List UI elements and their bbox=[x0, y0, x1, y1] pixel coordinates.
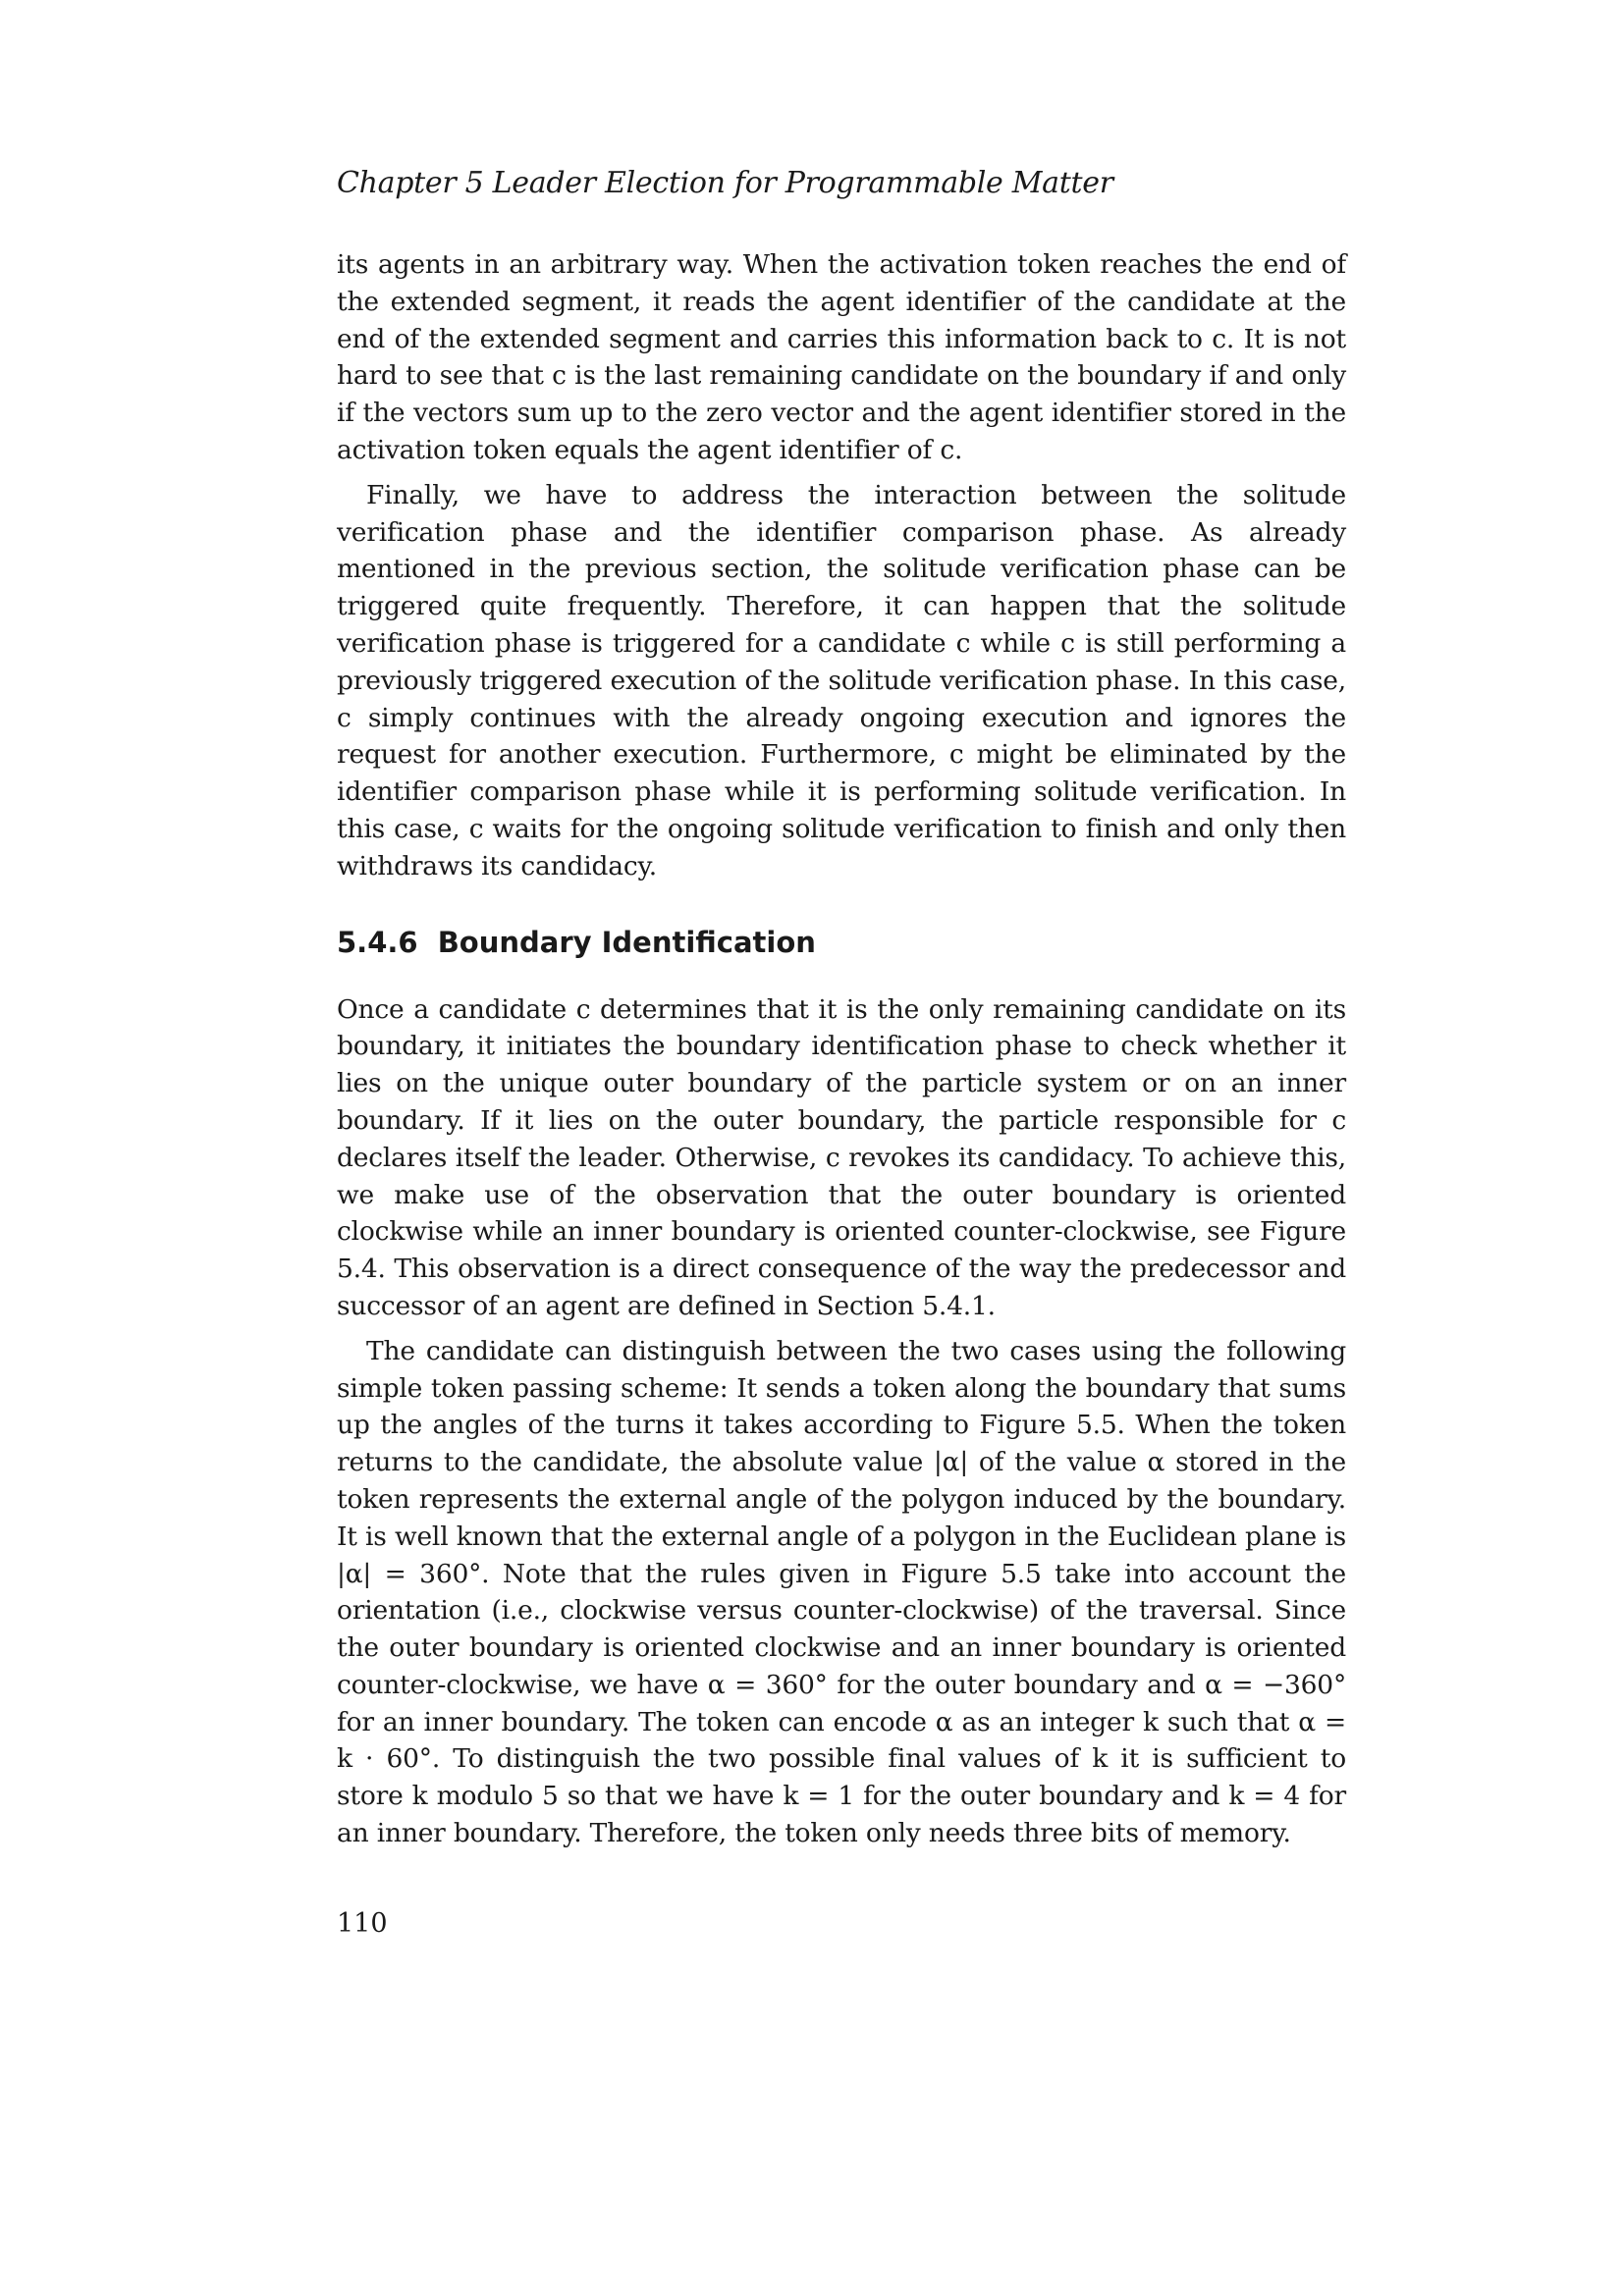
page-body bbox=[337, 165, 1346, 1860]
page-number: 110 bbox=[337, 1908, 388, 1939]
section-heading bbox=[337, 925, 1346, 960]
paragraph-token-passing-scheme: The candidate can distinguish between the two cases using the following simple token passing scheme: It sends a token along the boundary that sums up the angles of the turns it takes according to Figure 5.5. When the token returns to the candidate, the absolute value |α| of the value α stored in the token represents the external angle of the polygon induced by the boundary. It is well known that the external angle of a polygon in the Euclidean plane is |α| = 360°. Note that the rules given in Figure 5.5 take into account the orientation (i.e., clockwise versus counter-clockwise) of the traversal. Since the outer boundary is oriented clockwise and an inner boundary is oriented counter-clockwise, we have α = 360° for the outer boundary and α = −360° for an inner boundary. The token can encode α as an integer k such that α = k · 60°. To distinguish the two possible final values of k it is sufficient to store k modulo 5 so that we have k = 1 for the outer boundary and k = 4 for an inner boundary. Therefore, the token only needs three bits of memory. bbox=[337, 1335, 1346, 1849]
paragraph-interaction-phases: Finally, we have to address the interaction between the solitude verification phase and the identifier comparison phase. As already mentioned in the previous section, the solitude verification phase can be triggered quite frequently. Therefore, it can happen that the solitude verification phase is triggered for a candidate c while c is still performing a previously triggered execution of the solitude verification phase. In this case, c simply continues with the already ongoing execution and ignores the request for another execution. Furthermore, c might be eliminated by the identifier comparison phase while it is performing solitude verification. In this case, c waits for the ongoing solitude verification to finish and only then withdraws its candidacy. bbox=[337, 479, 1346, 881]
paragraph-activation-token: its agents in an arbitrary way. When the activation token reaches the end of the extended segment, it reads the agent identifier of the candidate at the end of the extended segment and carries this information back to c. It is not hard to see that c is the last remaining candidate on the boundary if and only if the vectors sum up to the zero vector and the agent identifier stored in the activation token equals the agent identifier of c. bbox=[337, 249, 1346, 465]
paragraph-boundary-identification: Once a candidate c determines that it is the only remaining candidate on its boundary, it initiates the boundary identification phase to check whether it lies on the unique outer boundary of the particle system or on an inner boundary. If it lies on the outer boundary, the particle responsible for c declares itself the leader. Otherwise, c revokes its candidacy. To achieve this, we make use of the observation that the outer boundary is oriented clockwise while an inner boundary is oriented counter-clockwise, see Figure 5.4. This observation is a direct consequence of the way the predecessor and successor of an agent are defined in Section 5.4.1. bbox=[337, 993, 1346, 1321]
running-header: Chapter 5 Leader Election for Programmable Matter bbox=[337, 166, 1113, 200]
section-title: Boundary Identification bbox=[437, 925, 816, 959]
section-number: 5.4.6 bbox=[337, 925, 418, 959]
